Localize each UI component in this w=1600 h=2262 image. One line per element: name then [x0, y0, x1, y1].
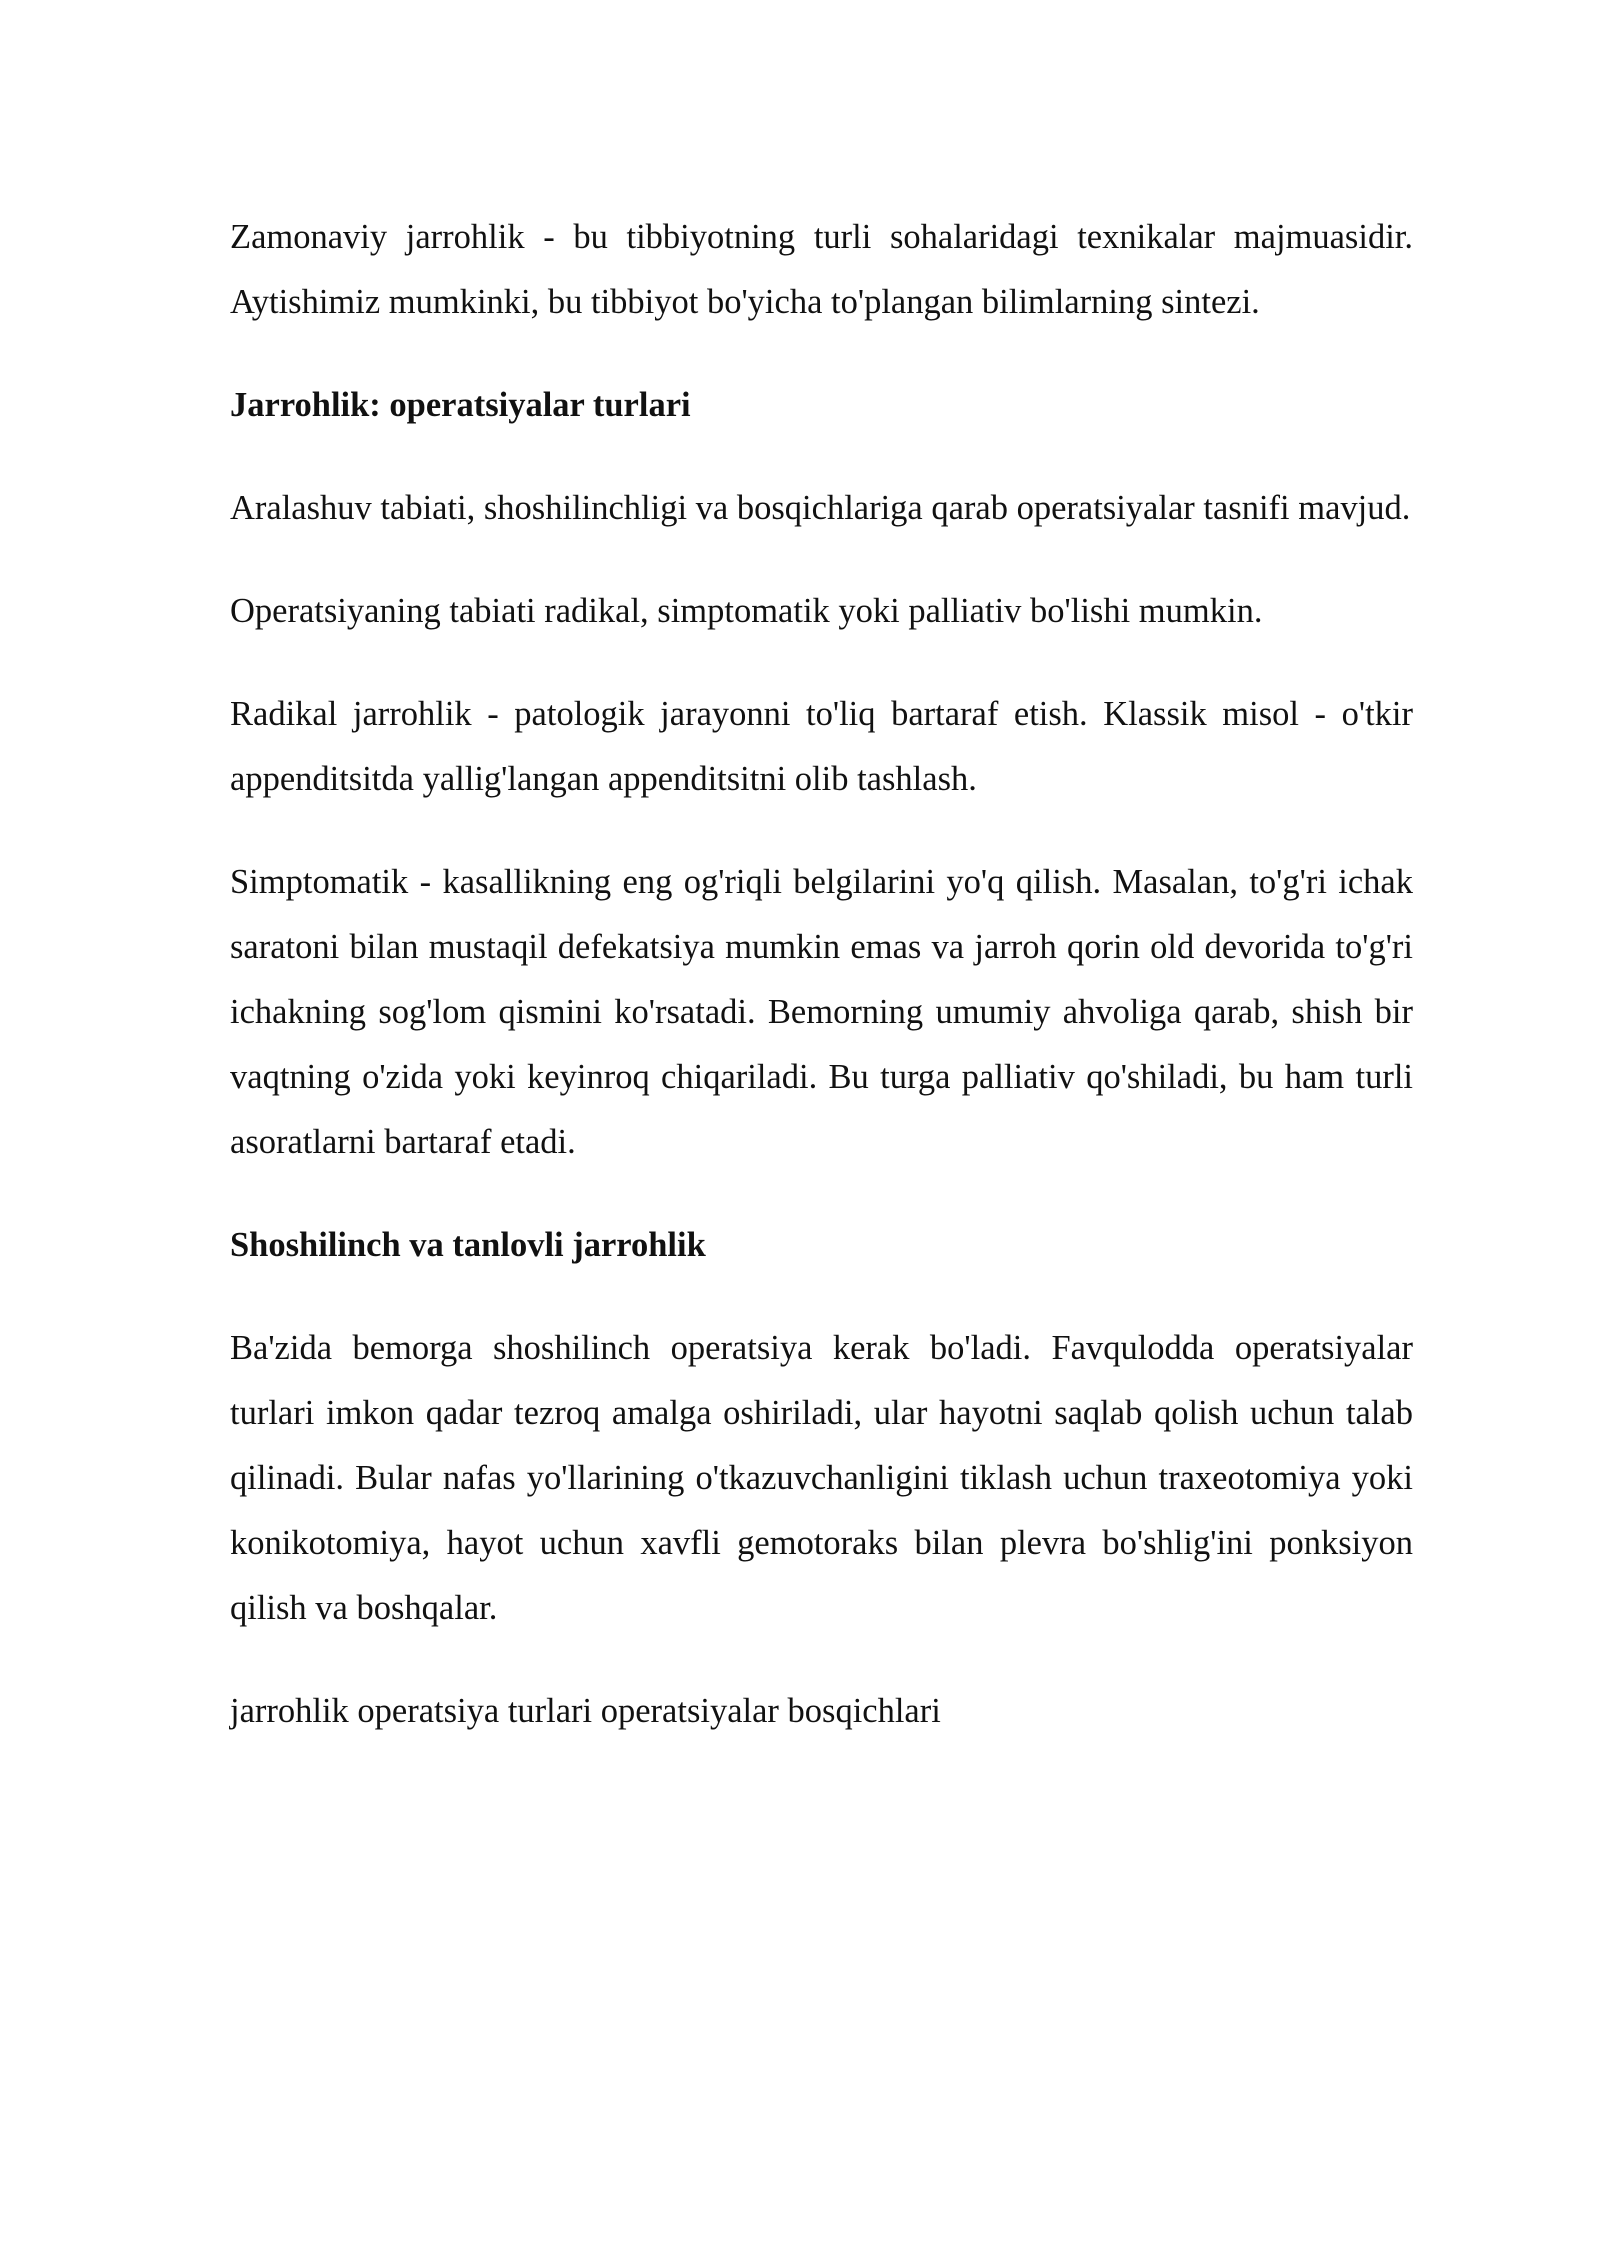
heading-urgent-elective: Shoshilinch va tanlovli jarrohlik — [230, 1226, 706, 1264]
paragraph-nature: Operatsiyaning tabiati radikal, simptomatik yoki palliativ bo'lishi mumkin. — [230, 592, 1263, 630]
heading-operation-types: Jarrohlik: operatsiyalar turlari — [230, 386, 691, 424]
document-page — [230, 205, 1413, 1744]
paragraph-classification: Aralashuv tabiati, shoshilinchligi va bosqichlariga qarab operatsiyalar tasnifi mavjud. — [230, 489, 1411, 527]
paragraph-intro: Zamonaviy jarrohlik - bu tibbiyotning turli sohalaridagi texnikalar majmuasidir. Aytishimiz mumkinki, bu tibbiyot bo'yicha to'plangan bilimlarning sintezi. — [230, 218, 1413, 321]
paragraph-keywords: jarrohlik operatsiya turlari operatsiyalar bosqichlari — [230, 1692, 941, 1730]
paragraph-radical: Radikal jarrohlik - patologik jarayonni to'liq bartaraf etish. Klassik misol - o'tkir appenditsitda yallig'langan appenditsitni olib tashlash. — [230, 695, 1413, 798]
paragraph-urgent: Ba'zida bemorga shoshilinch operatsiya kerak bo'ladi. Favqulodda operatsiyalar turlari imkon qadar tezroq amalga oshiriladi, ular hayotni saqlab qolish uchun talab qilinadi. Bular nafas yo'llarining o'tkazuvchanligini tiklash uchun traxeotomiya yoki konikotomiya, hayot uchun xavfli gemotoraks bilan plevra bo'shlig'ini ponksiyon qilish va boshqalar. — [230, 1329, 1413, 1627]
paragraph-symptomatic: Simptomatik - kasallikning eng og'riqli belgilarini yo'q qilish. Masalan, to'g'ri ichak saratoni bilan mustaqil defekatsiya mumkin emas va jarroh qorin old devorida to'g'ri ichakning sog'lom qismini ko'rsatadi. Bemorning umumiy ahvoliga qarab, shish bir vaqtning o'zida yoki keyinroq chiqariladi. Bu turga palliativ qo'shiladi, bu ham turli asoratlarni bartaraf etadi. — [230, 863, 1413, 1161]
